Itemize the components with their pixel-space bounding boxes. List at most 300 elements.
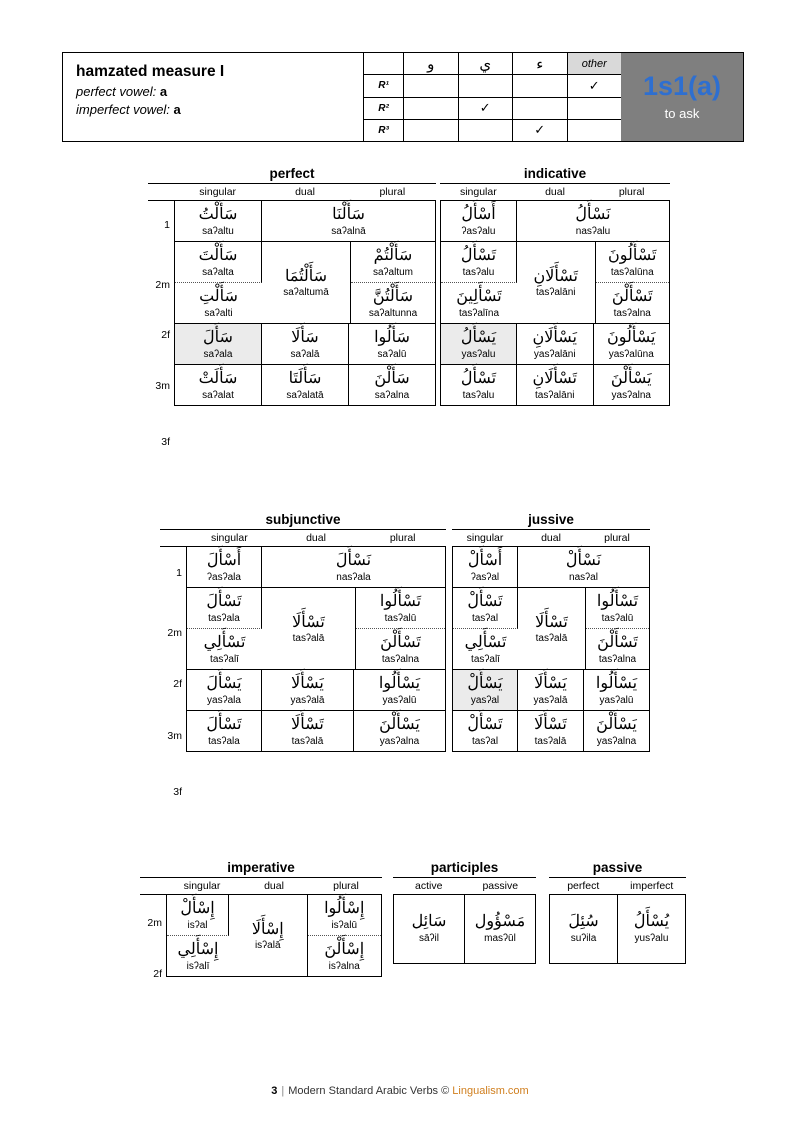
table-row [441, 324, 669, 365]
cell-arabic: سَأَلْتُنَّ [372, 288, 414, 306]
cell-translit: ʔasʔala [207, 571, 241, 583]
cell-translit: yasʔalū [382, 694, 417, 706]
table-row [187, 588, 445, 670]
radical-corner-cell [364, 53, 404, 74]
cell-arabic: تَسْأَلِينَ [456, 288, 502, 306]
cell-arabic: تَسْأَلَا [534, 716, 567, 734]
colhead-singular: singular [210, 532, 248, 544]
cell-arabic: تَسْأَلِي [464, 634, 507, 652]
table-jussive-title: jussive [528, 512, 574, 527]
verb-code: 1s1(a) [642, 71, 722, 101]
cell-group-juss-2-sing [453, 588, 518, 670]
cell-arabic: سَأَلَتْ [198, 370, 238, 388]
cell-group-ind-2-sing [441, 242, 517, 324]
cell-arabic: تَسْأَلُ [460, 247, 497, 265]
cell-translit: yusʔalu [634, 932, 669, 944]
cell-translit: tasʔalna [598, 653, 637, 665]
colhead-gutter [140, 878, 166, 894]
cell-arabic: تَسْأَلْنَ [597, 634, 638, 652]
cell-translit: yasʔalāni [533, 348, 576, 360]
cell-ind-3fp [594, 365, 670, 405]
cell-translit: nasʔalu [575, 225, 611, 237]
cell-perfect-2fp [351, 283, 435, 324]
cell-perfect-3md [262, 324, 349, 365]
header-panel [62, 52, 744, 142]
cell-arabic: أَسْأَلْ [467, 552, 503, 569]
cell-translit: isʔal [187, 919, 208, 931]
cell-arabic: تَسْأَلُونَ [608, 247, 657, 265]
imperfect-vowel-label: imperfect vowel: [76, 102, 170, 118]
cell-translit: tasʔalā [534, 735, 567, 747]
table-row [441, 242, 669, 324]
radical-r2-waw [404, 98, 459, 119]
radical-matrix [363, 53, 621, 141]
cell-juss-1p [518, 547, 649, 588]
cell-translit: saʔalā [290, 348, 320, 360]
table-participles [393, 860, 536, 964]
cell-arabic: تَسْأَلِي [203, 634, 246, 652]
table-row [394, 895, 535, 963]
cell-translit: saʔalū [377, 348, 407, 360]
cell-group-ind-2-plur [596, 242, 670, 324]
radical-r3-ya [459, 120, 514, 141]
cell-arabic: نَسْأَلَ [335, 552, 372, 569]
cell-arabic: سَأَلْتِ [199, 288, 238, 306]
table-imperative [140, 860, 382, 980]
cell-arabic: يَسْأَلَا [534, 675, 567, 693]
cell-arabic: تَسْأَلُوا [596, 593, 639, 611]
cell-juss-3fd [518, 711, 584, 751]
cell-subj-1s [187, 547, 262, 588]
imperative-person-gutter [140, 894, 166, 994]
cell-arabic: نَسْأَلْ [565, 552, 602, 569]
cell-arabic: تَسْأَلْ [467, 593, 503, 611]
cell-ind-2d [517, 242, 596, 324]
cell-arabic: سَأَلْتُمَا [284, 267, 328, 285]
cell-arabic: إِسْأَلَا [251, 920, 284, 938]
cell-translit: yasʔalna [379, 735, 420, 747]
cell-translit: tasʔalna [381, 653, 420, 665]
person-label-2f: 2f [153, 968, 162, 980]
cell-imp-2d [229, 895, 308, 976]
table-indicative-grid [440, 201, 670, 406]
table-row [453, 547, 649, 588]
cell-translit: isʔalū [331, 919, 358, 931]
cell-arabic: تَسْأَلْ [467, 716, 503, 734]
radical-matrix-header-row [364, 53, 621, 75]
cell-juss-3ms [453, 670, 518, 711]
table-indicative-title: indicative [523, 166, 587, 181]
table-row [167, 895, 381, 976]
page-title: hamzated measure I [76, 63, 225, 80]
cell-group-perfect-2-plur [351, 242, 435, 324]
cell-ind-3fs [441, 365, 517, 405]
cell-ind-1s [441, 201, 517, 242]
cell-juss-2mp [586, 588, 649, 629]
table-passive-title: passive [592, 860, 643, 875]
cell-imp-2fs [167, 936, 229, 976]
cell-translit: tasʔalū [384, 612, 417, 624]
cell-group-imp-sing [167, 895, 229, 976]
table-perfect-grid [174, 201, 436, 406]
cell-translit: saʔalat [202, 389, 234, 401]
radical-label-r2: R² [364, 98, 404, 119]
cell-translit: tasʔalī [471, 653, 500, 665]
perfect-vowel-value: a [159, 83, 168, 99]
cell-perfect-2fs [175, 283, 262, 324]
table-passive [549, 860, 686, 964]
cell-perfect-3mp [349, 324, 435, 365]
cell-arabic: يَسْأَلُوا [595, 675, 638, 693]
cell-arabic: أَسْأَلُ [461, 206, 496, 223]
table-indicative-colheaders [440, 183, 670, 201]
cell-translit: tasʔalīna [458, 307, 500, 319]
person-label-2m: 2m [147, 917, 162, 929]
cell-arabic: سَأَلَ [203, 329, 233, 347]
verb-code-panel [621, 53, 743, 141]
cell-translit: saʔalna [374, 389, 410, 401]
colhead-dual: dual [306, 532, 326, 544]
cell-arabic: يَسْأَلَ [206, 675, 242, 693]
cell-juss-2fp [586, 629, 649, 670]
table-participles-grid [393, 895, 536, 964]
table-row [187, 547, 445, 588]
colhead-plural: plural [333, 880, 359, 892]
colhead-plural: plural [604, 532, 630, 544]
table-perfect-title: perfect [269, 166, 315, 181]
person-label-3m: 3m [155, 380, 170, 392]
person-label-3f: 3f [161, 436, 170, 448]
cell-translit: isʔalna [328, 960, 360, 972]
radical-r2-hamza [513, 98, 568, 119]
radical-row-r2 [364, 98, 621, 120]
cell-subj-3fd [262, 711, 354, 751]
cell-translit: yasʔala [207, 694, 241, 706]
radical-r1-other: ✓ [588, 77, 600, 93]
cell-arabic: تَسْأَلْنَ [380, 634, 421, 652]
imperfect-vowel-line [76, 101, 363, 119]
colhead-gutter [148, 184, 174, 200]
table-jussive-colheaders [452, 529, 650, 547]
table-participles-colheaders [393, 877, 536, 895]
table-subjunctive [160, 512, 446, 798]
cell-translit: tasʔalu [462, 266, 495, 278]
cell-arabic: مَسْؤُول [474, 913, 526, 930]
cell-translit: nasʔal [569, 571, 598, 583]
cell-perfect-3ms [175, 324, 262, 365]
cell-arabic: سَأَلَتَا [288, 370, 322, 388]
cell-arabic: يَسْأَلُوا [378, 675, 421, 693]
cell-perfect-3fp [349, 365, 435, 405]
cell-arabic: سَأَلْنَا [332, 206, 365, 223]
cell-perfect-2ms [175, 242, 262, 283]
cell-arabic: سُئِلَ [568, 913, 599, 930]
cell-juss-3md [518, 670, 584, 711]
cell-perfect-2mp [351, 242, 435, 283]
cell-translit: yasʔalā [290, 694, 325, 706]
cell-subj-2fp [356, 629, 445, 670]
table-row [187, 711, 445, 751]
colhead-singular: singular [466, 532, 504, 544]
cell-ind-2ms [441, 242, 517, 283]
cell-arabic: سَأَلْتُمْ [373, 247, 413, 265]
cell-arabic: يَسْأَلْنَ [610, 370, 652, 388]
table-perfect-colheaders [148, 183, 436, 201]
perfect-vowel-label: perfect vowel: [76, 83, 157, 99]
cell-subj-3md [262, 670, 354, 711]
cell-translit: tasʔalā [535, 633, 568, 645]
cell-translit: yasʔal [470, 694, 500, 706]
imperfect-vowel-value: a [173, 102, 181, 118]
perfect-vowel-line [76, 83, 363, 101]
footer [0, 1085, 800, 1097]
footer-brand-link[interactable]: Lingualism.com [452, 1085, 529, 1097]
cell-translit: suʔila [570, 932, 597, 944]
cell-participle-active [394, 895, 465, 963]
cell-arabic: سَأَلْتَ [198, 247, 238, 265]
cell-perfect-1p [262, 201, 435, 242]
colhead-plural: plural [618, 186, 645, 198]
radical-r1-ya [459, 75, 514, 96]
colhead-singular: singular [199, 186, 237, 198]
cell-group-imp-plur [308, 895, 382, 976]
cell-ind-3md [517, 324, 594, 365]
cell-imp-2fp [308, 936, 382, 976]
cell-ind-2mp [596, 242, 670, 283]
cell-translit: masʔūl [484, 932, 516, 944]
table-row [441, 365, 669, 405]
cell-ind-2fp [596, 283, 670, 324]
cell-arabic: يَسْأَلَا [291, 675, 324, 693]
cell-ind-3fd [517, 365, 594, 405]
colhead-gutter [160, 530, 186, 546]
colhead-active: active [415, 880, 443, 892]
radical-col-hamza: ء [513, 53, 568, 74]
perfect-person-gutter [148, 200, 174, 455]
cell-translit: tasʔala [208, 612, 240, 624]
table-jussive [452, 512, 650, 752]
radical-r1-hamza [513, 75, 568, 96]
cell-group-subj-2-plur [356, 588, 445, 670]
person-label-2m: 2m [167, 627, 182, 639]
cell-translit: isʔalī [186, 960, 210, 972]
cell-translit: ʔasʔalu [461, 225, 496, 237]
person-label-2m: 2m [155, 279, 170, 291]
cell-arabic: تَسْأَلَا [292, 613, 325, 631]
cell-arabic: يَسْأَلُ [460, 329, 497, 347]
person-label-3f: 3f [173, 786, 182, 798]
table-perfect [148, 166, 436, 448]
cell-translit: saʔalta [202, 266, 234, 278]
radical-r3-other [568, 120, 622, 141]
cell-translit: yasʔalu [461, 348, 496, 360]
radical-r3-waw [404, 120, 459, 141]
table-subjunctive-grid [186, 547, 446, 752]
cell-arabic: يَسْأَلْنَ [596, 716, 637, 734]
cell-arabic: تَسْأَلَ [206, 593, 242, 611]
cell-translit: yasʔalū [599, 694, 634, 706]
radical-r2-other [568, 98, 622, 119]
cell-translit: tasʔalā [292, 633, 325, 645]
cell-translit: saʔaltum [372, 266, 413, 278]
cell-arabic: يَسْأَلْنَ [379, 716, 420, 734]
cell-ind-3ms [441, 324, 517, 365]
cell-passive-imperfect [618, 895, 685, 963]
cell-juss-3fs [453, 711, 518, 751]
cell-subj-2mp [356, 588, 445, 629]
cell-juss-3mp [584, 670, 649, 711]
cell-arabic: نَسْأَلُ [575, 206, 611, 223]
colhead-singular: singular [459, 186, 497, 198]
table-imperative-title: imperative [227, 860, 295, 875]
cell-arabic: تَسْأَلُوا [379, 593, 422, 611]
table-row [550, 895, 685, 963]
cell-translit: nasʔala [336, 571, 371, 583]
cell-translit: tasʔalū [601, 612, 634, 624]
colhead-dual: dual [295, 186, 315, 198]
table-passive-grid [549, 895, 686, 964]
cell-translit: yasʔalā [533, 694, 568, 706]
cell-translit: tasʔal [471, 735, 499, 747]
cell-arabic: يُسْأَلُ [633, 913, 670, 930]
cell-translit: saʔaltu [202, 225, 234, 237]
cell-perfect-3fd [262, 365, 349, 405]
cell-subj-2ms [187, 588, 262, 629]
cell-arabic: تَسْأَلَانِ [532, 370, 577, 388]
radical-row-r3 [364, 120, 621, 141]
cell-perfect-1s [175, 201, 262, 242]
radical-label-r3: R³ [364, 120, 404, 141]
cell-arabic: سَأَلَا [291, 329, 319, 347]
cell-subj-3fp [354, 711, 445, 751]
table-jussive-grid [452, 547, 650, 752]
table-imperative-grid [166, 895, 382, 977]
radical-row-r1 [364, 75, 621, 97]
subjunctive-person-gutter [160, 546, 186, 806]
cell-translit: saʔaltumā [283, 287, 329, 299]
cell-arabic: سَأَلْتُ [198, 206, 238, 223]
header-left [63, 53, 363, 141]
table-row [175, 201, 435, 242]
cell-translit: tasʔalā [291, 735, 324, 747]
cell-perfect-3fs [175, 365, 262, 405]
cell-arabic: إِسْأَلْنَ [324, 941, 365, 959]
person-label-1: 1 [164, 219, 170, 231]
cell-juss-3fp [584, 711, 649, 751]
cell-arabic: سَأَلْنَ [374, 370, 410, 388]
cell-translit: tasʔalu [462, 389, 495, 401]
table-row [175, 242, 435, 324]
table-row [453, 670, 649, 711]
cell-translit: tasʔalna [613, 307, 651, 319]
table-row [187, 670, 445, 711]
table-participles-title: participles [430, 860, 499, 875]
table-row [453, 588, 649, 670]
cell-group-juss-2-plur [586, 588, 649, 670]
cell-translit: saʔaltunna [368, 307, 418, 319]
cell-group-subj-2-sing [187, 588, 262, 670]
cell-juss-1s [453, 547, 518, 588]
cell-arabic: يَسْأَلَانِ [532, 329, 577, 347]
cell-arabic: أَسْأَلَ [206, 552, 242, 569]
page-number: 3 [271, 1085, 278, 1097]
cell-arabic: سَأَلُوا [374, 329, 410, 347]
colhead-plural: plural [379, 186, 406, 198]
cell-arabic: تَسْأَلَانِ [533, 267, 578, 285]
table-indicative [440, 166, 670, 406]
cell-subj-3fs [187, 711, 262, 751]
cell-translit: tasʔalāni [535, 389, 575, 401]
footer-separator: | [281, 1085, 285, 1097]
cell-translit: saʔalnā [331, 225, 366, 237]
table-row [175, 324, 435, 365]
cell-translit: sāʔil [418, 932, 439, 944]
radical-label-r1: R¹ [364, 75, 404, 96]
cell-subj-1p [262, 547, 445, 588]
cell-imp-2mp [308, 895, 382, 936]
cell-imp-2ms [167, 895, 229, 936]
radical-col-other: other [568, 53, 622, 74]
cell-ind-3mp [594, 324, 670, 365]
cell-translit: tasʔalī [210, 653, 239, 665]
cell-translit: saʔala [203, 348, 233, 360]
colhead-passive: passive [482, 880, 519, 892]
cell-group-perfect-2-sing [175, 242, 262, 324]
colhead-dual: dual [545, 186, 565, 198]
cell-arabic: تَسْأَلْنَ [611, 288, 653, 306]
cell-juss-2d [518, 588, 586, 670]
cell-translit: tasʔala [208, 735, 240, 747]
cell-translit: saʔalatā [286, 389, 324, 401]
colhead-singular: singular [183, 880, 221, 892]
cell-translit: ʔasʔal [470, 571, 500, 583]
colhead-plural: plural [389, 532, 416, 544]
cell-arabic: إِسْأَلْ [180, 900, 215, 917]
cell-translit: tasʔalūna [610, 266, 654, 278]
person-label-2f: 2f [161, 329, 170, 341]
verb-gloss: to ask [664, 106, 700, 121]
cell-arabic: تَسْأَلَا [535, 613, 568, 631]
person-label-3m: 3m [167, 730, 182, 742]
radical-col-waw: و [404, 53, 459, 74]
cell-translit: isʔalā [254, 940, 281, 952]
cell-arabic: يَسْأَلْ [467, 675, 503, 693]
cell-arabic: تَسْأَلُ [460, 370, 497, 388]
cell-passive-perfect [550, 895, 618, 963]
cell-juss-2ms [453, 588, 518, 629]
cell-ind-2fs [441, 283, 517, 324]
cell-ind-1p [517, 201, 669, 242]
cell-translit: yasʔalna [611, 389, 651, 401]
person-label-1: 1 [176, 567, 182, 579]
person-label-2f: 2f [173, 678, 182, 690]
cell-arabic: يَسْأَلُونَ [607, 329, 656, 347]
footer-text: Modern Standard Arabic Verbs © [288, 1085, 450, 1097]
colhead-imperfect: imperfect [630, 880, 674, 892]
colhead-dual: dual [541, 532, 561, 544]
cell-arabic: تَسْأَلَا [291, 716, 324, 734]
cell-subj-3ms [187, 670, 262, 711]
cell-participle-passive [465, 895, 535, 963]
radical-col-ya: ي [459, 53, 514, 74]
cell-perfect-2d [262, 242, 351, 324]
cell-juss-2fs [453, 629, 518, 670]
table-subjunctive-colheaders [160, 529, 446, 547]
radical-r1-waw [404, 75, 459, 96]
cell-translit: yasʔalna [596, 735, 637, 747]
cell-arabic: إِسْأَلِي [177, 941, 219, 959]
table-imperative-colheaders [140, 877, 382, 895]
